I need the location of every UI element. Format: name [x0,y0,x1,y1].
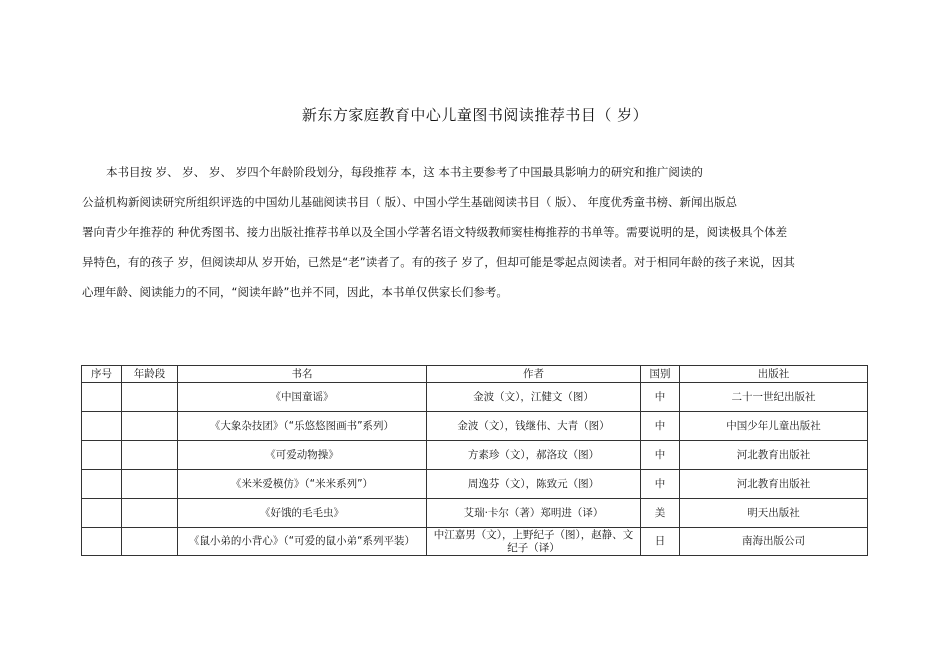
cell-age [122,383,178,412]
cell-publisher: 明天出版社 [680,499,868,528]
cell-author: 艾瑞·卡尔（著）郑明进（译） [427,499,641,528]
book-list-table [81,365,868,556]
cell-publisher: 河北教育出版社 [680,470,868,499]
cell-title: 《鼠小弟的小背心》（“可爱的鼠小弟“系列平装） [178,528,427,556]
table-row [82,528,868,556]
cell-country: 中 [641,470,680,499]
header-country: 国别 [641,366,680,383]
intro-line: 署向青少年推荐的 种优秀图书、接力出版社推荐书单以及全国小学著名语文特级教师窦桂梅推荐的书单等。需要说明的是，阅读极具个体差 [82,225,788,239]
cell-author: 周逸芬（文），陈致元（图） [427,470,641,499]
table-row [82,441,868,470]
header-publisher: 出版社 [680,366,868,383]
cell-title: 《好饿的毛毛虫》 [178,499,427,528]
cell-age [122,441,178,470]
cell-seq [82,499,122,528]
cell-seq [82,383,122,412]
header-title: 书名 [178,366,427,383]
cell-title: 《大象杂技团》（“乐悠悠图画书”系列） [178,412,427,441]
table-row [82,383,868,412]
header-seq: 序号 [82,366,122,383]
cell-country: 日 [641,528,680,556]
cell-author: 金波（文），钱继伟、大青（图） [427,412,641,441]
cell-author: 中江嘉男（文），上野纪子（图），赵静、文纪子（译） [427,528,641,556]
cell-age [122,528,178,556]
cell-country: 中 [641,383,680,412]
cell-seq [82,441,122,470]
page-title: 新东方家庭教育中心儿童图书阅读推荐书目（ 岁） [301,106,649,124]
cell-age [122,470,178,499]
intro-line: 异特色，有的孩子 岁，但阅读却从 岁开始，已然是“老”读者了。有的孩子 岁了，但却可能是零起点阅读者。对于相同年龄的孩子来说，因其 [82,255,795,269]
cell-title: 《中国童谣》 [178,383,427,412]
intro-paragraph [82,160,874,310]
cell-country: 美 [641,499,680,528]
intro-line: 心理年龄、阅读能力的不同，“阅读年龄”也并不同，因此，本书单仅供家长们参考。 [82,285,508,299]
cell-publisher: 中国少年儿童出版社 [680,412,868,441]
table-row [82,412,868,441]
header-age: 年龄段 [122,366,178,383]
table-row [82,470,868,499]
cell-age [122,499,178,528]
cell-publisher: 河北教育出版社 [680,441,868,470]
cell-seq [82,528,122,556]
intro-line: 本书目按 岁、 岁、 岁、 岁四个年龄阶段划分，每段推荐 本，这 本书主要参考了中国最具影响力的研究和推广阅读的 [106,165,703,179]
cell-seq [82,412,122,441]
table-row [82,499,868,528]
cell-age [122,412,178,441]
cell-seq [82,470,122,499]
table-header-row [82,366,868,383]
cell-author: 金波（文），江健文（图） [427,383,641,412]
cell-country: 中 [641,441,680,470]
intro-line: 公益机构新阅读研究所组织评选的中国幼儿基础阅读书目（ 版）、中国小学生基础阅读书目（ 版）、 年度优秀童书榜、新闻出版总 [82,195,737,209]
cell-publisher: 二十一世纪出版社 [680,383,868,412]
cell-author: 方素珍（文），郝洛玟（图） [427,441,641,470]
cell-publisher: 南海出版公司 [680,528,868,556]
cell-country: 中 [641,412,680,441]
header-author: 作者 [427,366,641,383]
cell-title: 《可爱动物操》 [178,441,427,470]
cell-title: 《米米爱模仿》（“米米系列”） [178,470,427,499]
